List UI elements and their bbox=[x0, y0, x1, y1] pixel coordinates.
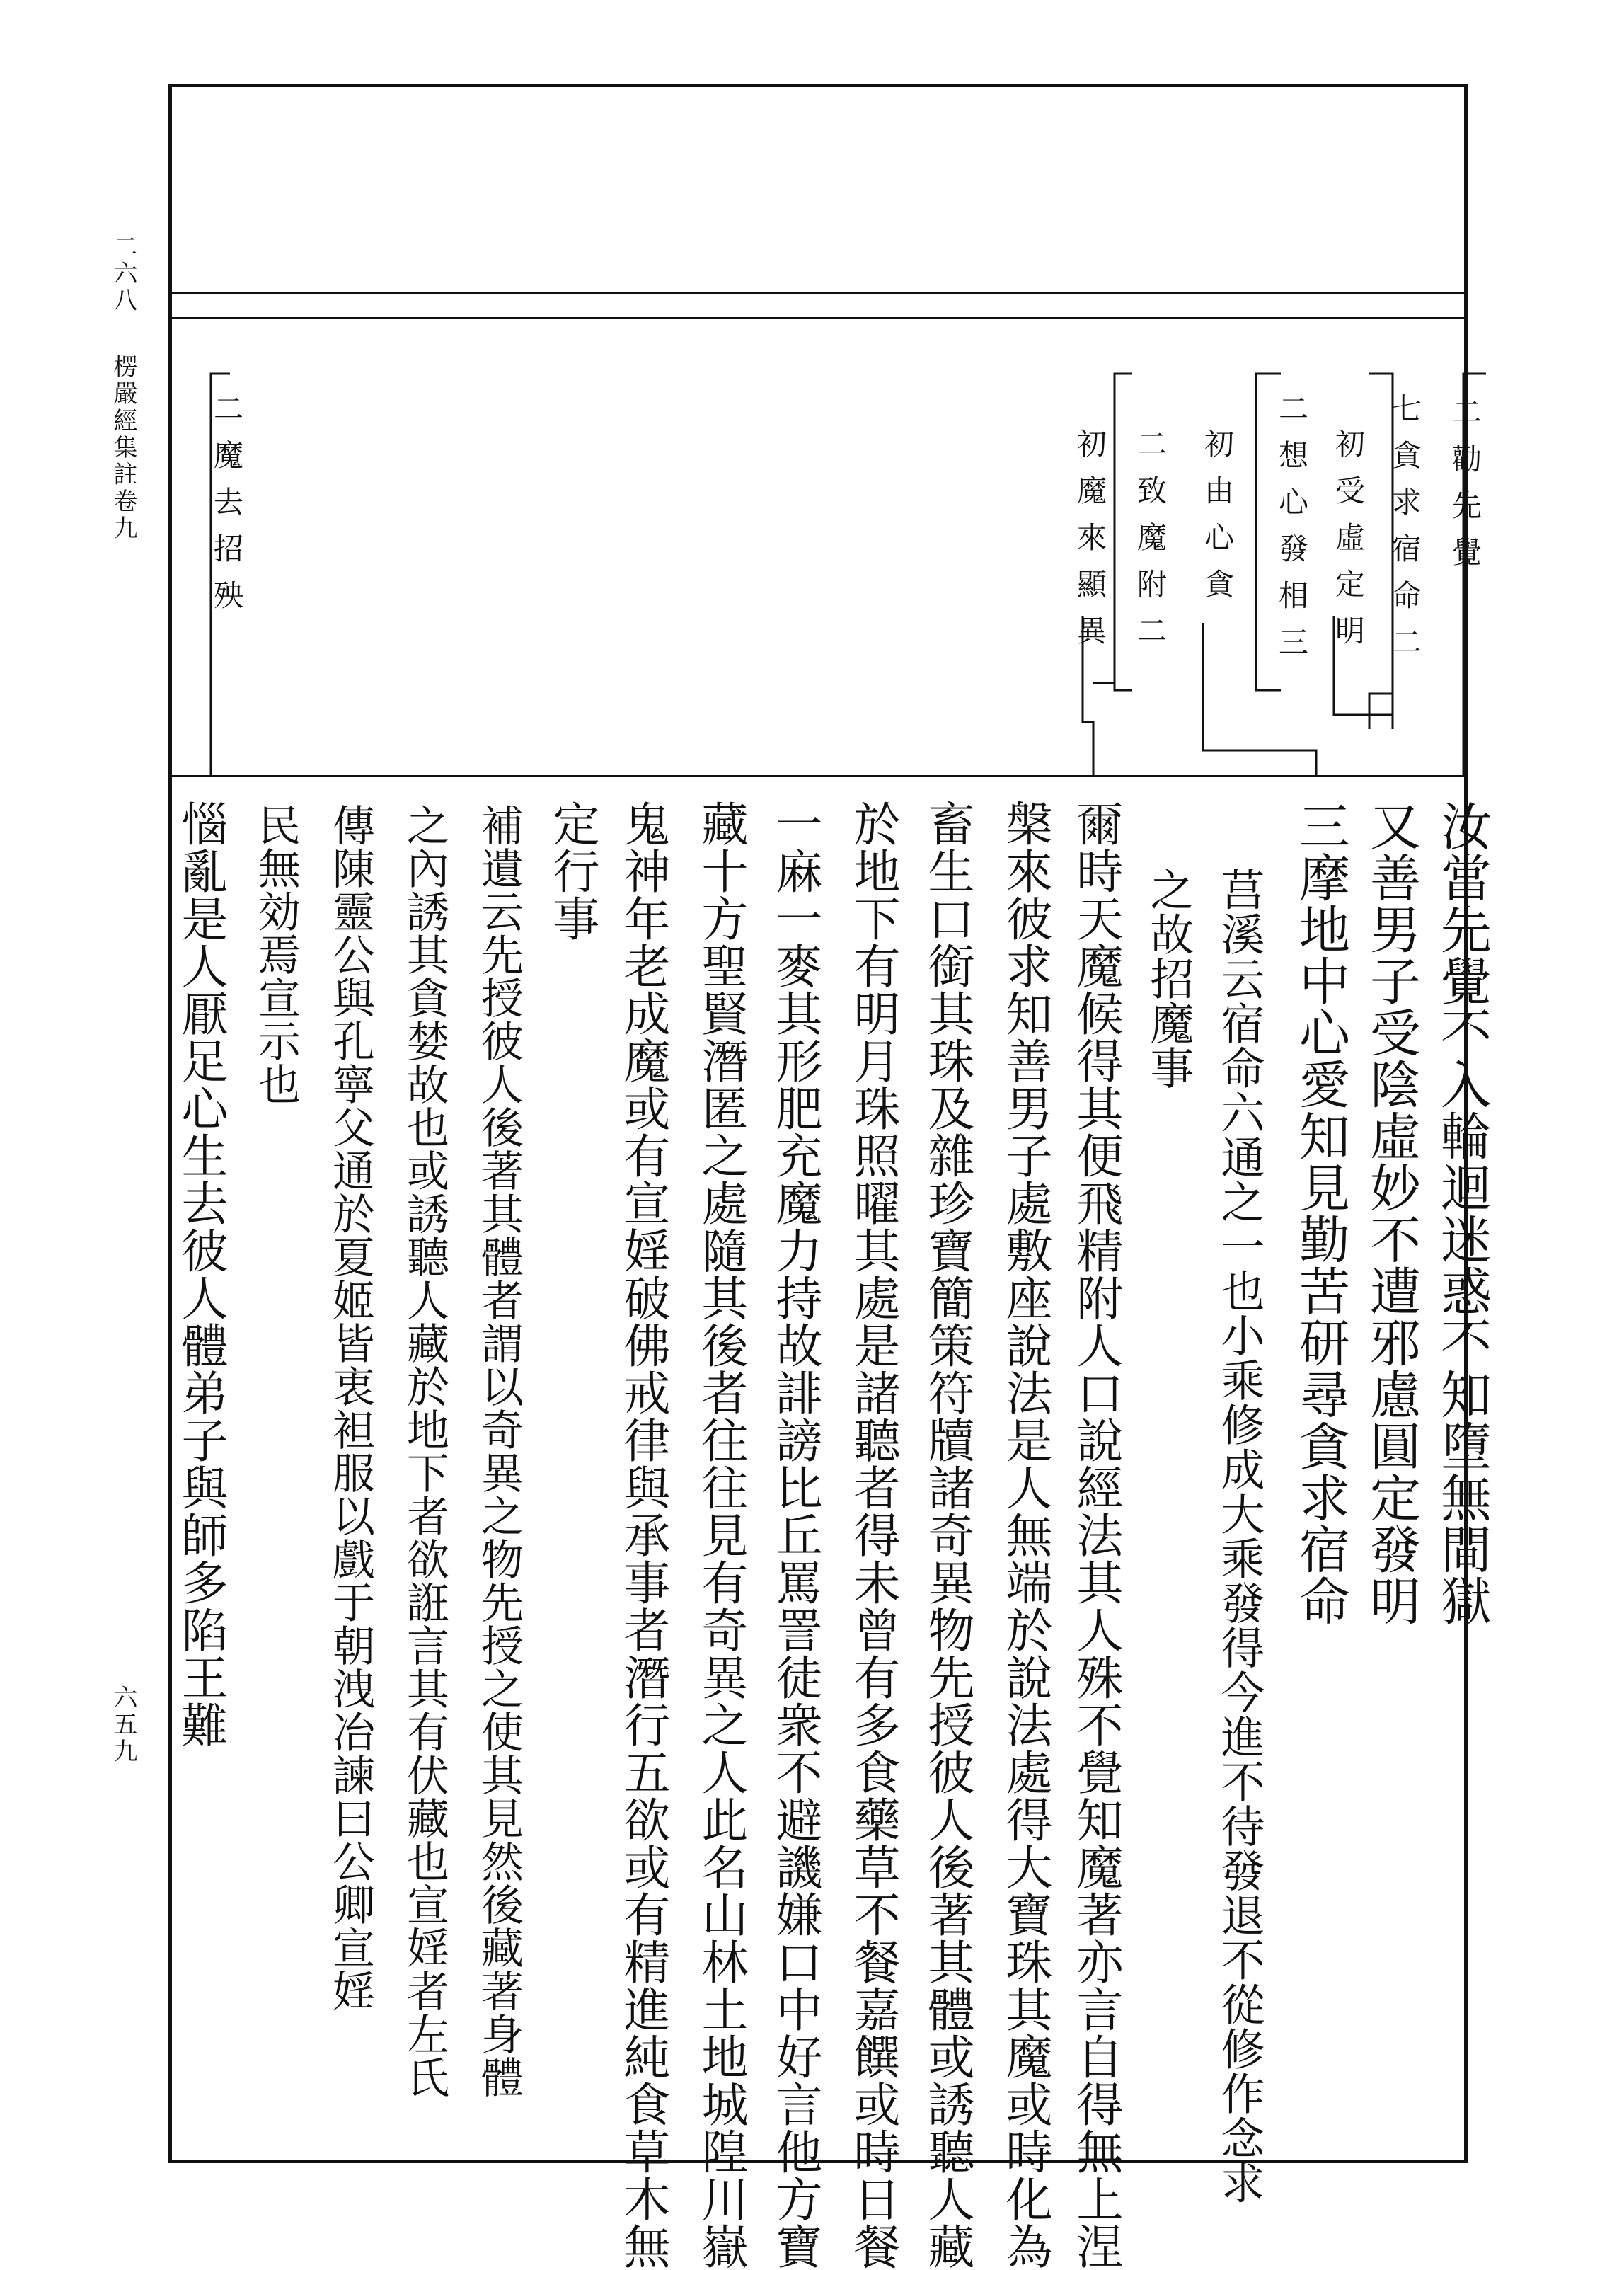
outline-item-1: 二勸先覺 bbox=[1448, 396, 1482, 583]
text-column-16: 傳陳靈公與孔寧父通於夏姬皆衷袒服以戲于朝洩冶諫曰公卿宣婬 bbox=[326, 803, 375, 2012]
outline-item-7: 初魔來顯異 bbox=[1073, 428, 1107, 662]
header-rule-top bbox=[168, 292, 1468, 294]
outline-item-6: 二致魔附二 bbox=[1133, 428, 1168, 662]
text-column-13: 定行事 bbox=[545, 800, 599, 942]
text-column-8: 畜生口銜其珠及雜珍寶簡策符牘諸奇異物先授彼人後著其體或誘聽人藏 bbox=[920, 800, 974, 2270]
book-title: 楞嚴經集註卷九 bbox=[109, 354, 137, 542]
left-page-number: 二六八 bbox=[109, 234, 137, 314]
text-column-3: 三摩地中心愛知見勤苦研尋貪求宿命 bbox=[1291, 800, 1350, 1627]
text-column-7: 槃來彼求知善男子處敷座說法是人無端於說法處得大寶珠其魔或時化為 bbox=[998, 800, 1052, 2270]
text-column-2: 又善男子受陰虛妙不遭邪慮圓定發明 bbox=[1361, 800, 1421, 1627]
text-column-5: 之故招魔事 bbox=[1143, 867, 1194, 1090]
text-column-1: 汝當先覺不入輪迴迷惑不知墮無間獄 bbox=[1432, 800, 1492, 1627]
outline-item-3: 初受虛定明 bbox=[1331, 428, 1366, 662]
outline-item-5: 初由心貪 bbox=[1200, 428, 1235, 615]
text-column-6: 爾時天魔候得其便飛精附人口說經法其人殊不覺知魔著亦言自得無上涅 bbox=[1069, 800, 1123, 2270]
header-rule-second bbox=[168, 317, 1468, 319]
text-column-10: 一麻一麥其形肥充魔力持故誹謗比丘罵詈徒衆不避譏嫌口中好言他方寶 bbox=[768, 800, 822, 2270]
right-page-number: 六五九 bbox=[109, 1685, 137, 1765]
text-column-4: 莒溪云宿命六通之一也小乘修成大乘發得今進不待發退不從修作念求 bbox=[1214, 867, 1265, 2205]
text-column-12: 鬼神年老成魔或有宣婬破佛戒律與承事者潛行五欲或有精進純食草木無 bbox=[616, 800, 670, 2270]
text-column-9: 於地下有明月珠照曜其處是諸聽者得未曾有多食藥草不餐嘉饌或時日餐 bbox=[846, 800, 900, 2270]
text-column-18: 惱亂是人厭足心生去彼人體弟子與師多陷王難 bbox=[173, 800, 228, 1748]
text-column-15: 之內誘其貪婪故也或誘聽人藏於地下者欲誑言其有伏藏也宣婬者左氏 bbox=[400, 803, 449, 2099]
text-column-17: 民無効焉宣示也 bbox=[251, 803, 301, 1106]
text-column-11: 藏十方聖賢潛匿之處隨其後者往往見有奇異之人此名山林土地城隍川嶽 bbox=[693, 800, 748, 2270]
text-column-14: 補遺云先授彼人後著其體者謂以奇異之物先授之使其見然後藏著身體 bbox=[474, 803, 524, 2099]
outline-item-4: 二想心發相三 bbox=[1274, 393, 1309, 673]
outline-divider-rule bbox=[168, 775, 1468, 777]
outline-item-8: 二魔去招殃 bbox=[209, 393, 244, 626]
outline-item-2: 七貪求宿命二 bbox=[1388, 393, 1422, 673]
